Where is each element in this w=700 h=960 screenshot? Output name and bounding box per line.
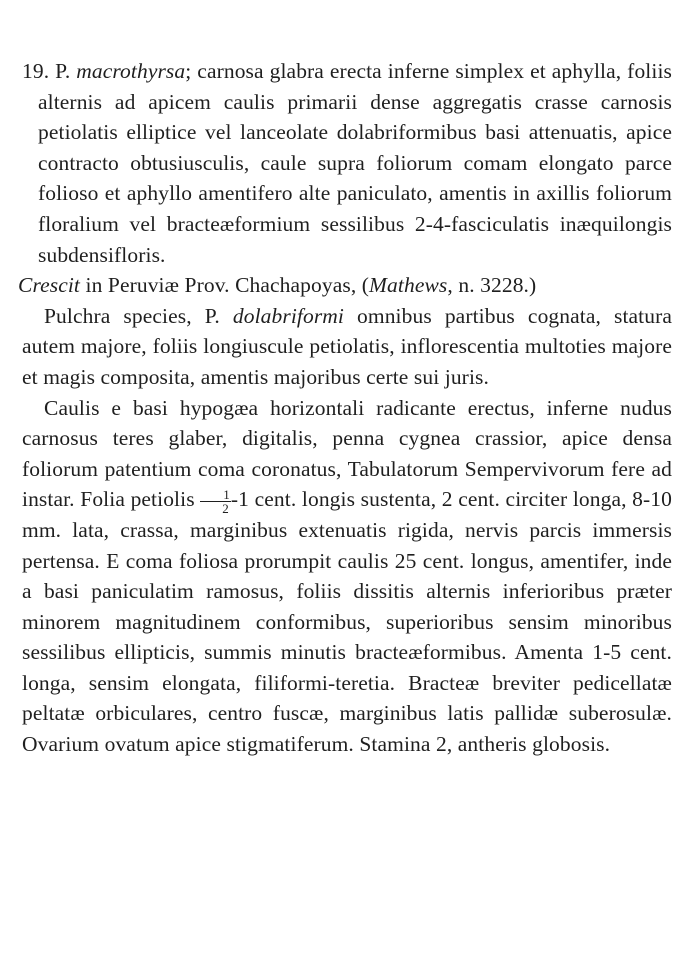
description-start: Caulis e basi hypogæa horizontali radicante erectus, inferne nudus carnosus teres glaber, digitalis, penna cygnea crassior, apice densa foliorum patentium coma coronatus, Tabulatorum Sempervivorum fere ad instar. Folia petiolis <box>22 395 672 512</box>
remarks-rest: omnibus partibus cognata, statura autem majore, foliis longiuscule petiolatis, inflorescentia multoties majore et magis composita, amentis majoribus certe sui juris. <box>22 303 672 389</box>
remarks-start: Pulchra species, P. <box>44 303 233 328</box>
locality-crescit: Crescit <box>18 273 81 298</box>
remarks-reference: dolabriformi <box>232 303 344 328</box>
locality-number: , n. 3228.) <box>447 273 537 298</box>
locality-paragraph <box>18 270 672 301</box>
document-page <box>18 56 672 760</box>
fraction-numerator: 1 <box>200 488 231 502</box>
fraction-denominator: 2 <box>222 500 229 516</box>
species-name: macrothyrsa <box>76 59 186 83</box>
description-paragraph <box>22 393 672 760</box>
locality-collector: Mathews <box>369 273 448 298</box>
species-description: ; carnosa glabra erecta inferne simplex et aphylla, foliis alternis ad apicem caulis primarii dense aggregatis crasse carnosis petiolatis elliptice vel lanceolate dolabriformibus basi attenuatis, apice contracto obtusiusculis, caule supra foliorum comam elongato parce folioso et aphyllo amentifero alte paniculato, amentis in axillis foliorum floralium vel bracteæformium sessilibus 2-4-fasciculatis inæquilongis subdensifloris. <box>38 59 672 267</box>
half-fraction <box>200 488 231 515</box>
species-description-paragraph <box>22 56 672 270</box>
description-rest: -1 cent. longis sustenta, 2 cent. circiter longa, 8-10 mm. lata, crassa, marginibus extenuatis rigida, nervis parcis immersis pertensa. E coma foliosa prorumpit caulis 25 cent. longus, amentifer, inde a basi paniculatim ramosus, foliis dissitis alternis inferioribus præter minorem magnitudinem conformibus, superioribus sensim minoribus sessilibus ellipticis, summis minutis bracteæformibus. Amenta 1-5 cent. longa, sensim elongata, filiformi-teretia. Bracteæ breviter pedicellatæ peltatæ orbiculares, centro fuscæ, marginibus latis pallidæ suberosulæ. Ovarium ovatum apice stigmatiferum. Stamina 2, antheris globosis. <box>22 487 672 757</box>
species-number: 19. P. <box>22 59 71 83</box>
remarks-paragraph <box>22 301 672 393</box>
locality-text: in Peruviæ Prov. Chachapoyas, ( <box>80 273 370 298</box>
